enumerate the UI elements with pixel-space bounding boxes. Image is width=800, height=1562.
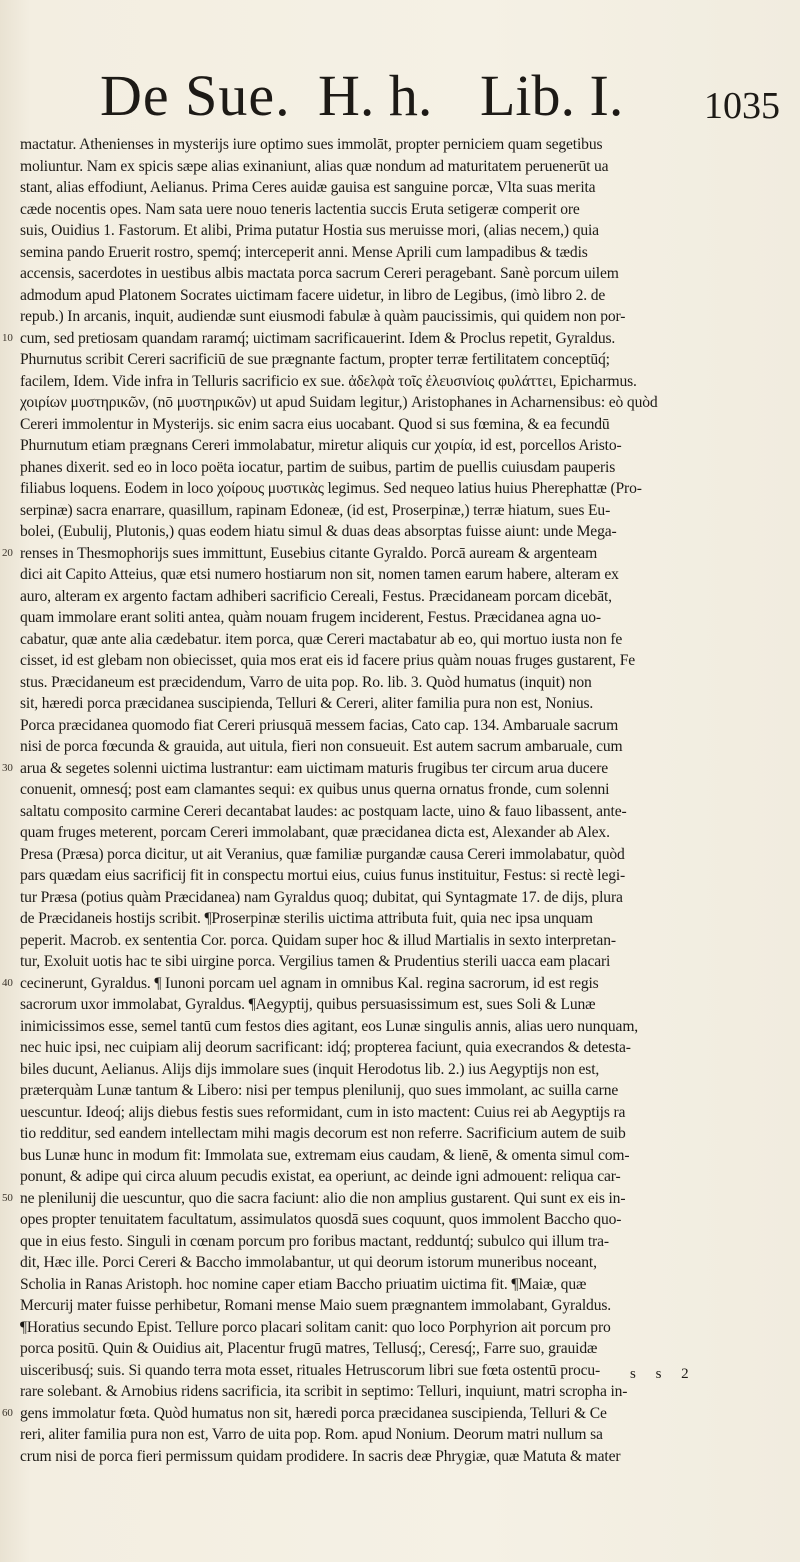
text-line [16,801,764,823]
text-line [2,1403,764,1425]
line-text: de Præcidaneis hostijs scribit. ¶Proserpinæ sterilis uictima attributa fuit, quia nec ipsa unquam [20,910,593,927]
line-text: serpinæ) sacra enarrare, quasillum, rapinam Edoneæ, (id est, Proserpinæ,) terræ hiatum, sues Eu- [20,501,611,519]
text-line [16,242,764,264]
line-text: cum, sed pretiosam quandam raramq́; uictimam sacrificauerint. Idem & Proclus repetit, Gyraldus. [20,329,616,347]
line-number: 50 [2,1191,13,1204]
line-text: Porca præcidanea quomodo fiat Cereri priusquā messem facias, Cato cap. 134. Ambaruale sacrum [20,716,619,734]
line-text: inimicissimos esse, semel tantū cum festos dies agitant, eos Lunæ singulis annis, alias uero nunquam, [20,1017,639,1035]
text-line [16,1317,764,1339]
text-line [16,586,764,608]
line-text: nisi de porca fœcunda & grauida, aut uitula, fieri non consueuit. Est autem sacrum ambaruale, cum [20,738,623,755]
text-line [16,1338,764,1360]
text-line [2,758,764,780]
line-number: 60 [2,1406,13,1419]
text-line [16,500,764,522]
text-line [16,435,764,457]
text-line [16,1424,764,1446]
line-number: 10 [2,331,13,344]
line-text: repub.) In arcanis, inquit, audiendæ sunt eiusmodi fabulæ à quàm paucissimis, qui quidem non por- [20,308,626,325]
text-line [16,1080,764,1102]
text-line [16,951,764,973]
line-text: sacrorum uxor immolabat, Gyraldus. ¶Aegyptij, quibus persuasissimum est, sues Soli & Lunæ [20,996,596,1013]
line-text: admodum apud Platonem Socrates uictimam facere uidetur, in libro de Legibus, (imò libro 2. de [20,286,606,304]
line-text: reri, aliter familia pura non est, Varro de uita pop. Rom. apud Nonium. Deorum matri nullum sa [20,1426,603,1443]
line-text: uescuntur. Ideoq́; alijs diebus festis sues reformidant, cum in isto mactent: Cuius rei ab Aegyptijs ra [20,1103,626,1121]
line-number: 20 [2,546,13,559]
text-line [16,263,764,285]
text-line [16,457,764,479]
line-text: moliuntur. Nam ex spicis sæpe alias exinaniunt, alias quæ nondum ad maturitatem peruenerūt ua [20,157,609,175]
line-text: porca positū. Quin & Ouidius ait, Placentur frugū matres, Tellusq́;, Ceresq́;, Farre suo, grauidæ [20,1340,598,1357]
text-line [16,134,764,156]
line-text: Phurnutum etiam prægnans Cereri immolabatur, miretur aliquis cur χοιρία, id est, porcellos Aristo- [20,437,622,454]
line-text: cæde nocentis opes. Nam sata uere nouo teneris lactentia succis Eruta setigeræ comperit ore [20,200,580,218]
text-line [16,1231,764,1253]
line-number: 30 [2,761,13,774]
line-text: gens immolatur fœta. Quòd humatus non sit, hæredi porca præcidanea suscipienda, Telluri & Ce [20,1404,607,1422]
text-line [16,349,764,371]
line-text: Mercurij mater fuisse perhibetur, Romani mense Maio suem prægnantem immolabant, Gyraldus. [20,1297,612,1314]
text-line [16,844,764,866]
text-line [16,1166,764,1188]
line-text: pars quædam eius sacrificij fit in conspectu mortui eius, cuius funus instituitur, Festus: si rectè legi- [20,867,626,884]
text-line [16,994,764,1016]
line-text: phanes dixerit. sed eo in loco poëta iocatur, partim de suibus, partim de puellis cuiusdam pauperis [20,458,616,476]
text-line [16,1274,764,1296]
text-line [16,1252,764,1274]
line-text: χοιρίων μυστηρικῶν, (nō μυστηρικῶν) ut apud Suidam legitur,) Aristophanes in Acharnensibus: eò quòd [20,394,658,411]
line-text: que in eius festo. Singuli in cœnam porcum pro foribus mactant, redduntq́; subulco qui illum tra- [20,1232,609,1250]
text-line [16,392,764,414]
running-title: De Sue. [100,63,291,128]
text-line [16,607,764,629]
text-line [16,715,764,737]
line-text: cecinerunt, Gyraldus. ¶ Iunoni porcam uel agnam in omnibus Kal. regina sacrorum, id est regis [20,974,599,992]
text-line [16,1037,764,1059]
line-text: bolei, (Eubulij, Plutonis,) quas eodem hiatu simul & duas deas absorptas fuisse aiunt: unde Mega- [20,523,617,540]
text-column [2,134,764,1465]
line-text: peperit. Macrob. ex sententia Cor. porca. Quidam super hoc & illud Martialis in sexto interpretan- [20,931,616,949]
text-line [16,199,764,221]
text-line [16,822,764,844]
line-text: crum nisi de porca fieri permissum quidam prodidere. In sacris deæ Phrygiæ, quæ Matuta & mater [20,1447,621,1465]
page-header [100,62,780,132]
line-text: præterquàm Lunæ tantum & Libero: nisi per tempus plenilunij, quo sues immolant, ac suilla carne [20,1082,619,1099]
text-line [16,1145,764,1167]
line-text: filiabus loquens. Eodem in loco χοίρους μυστικὰς legimus. Sed nequeo latius huius Pherephattæ (Pro- [20,480,642,497]
section-mark: H. h. [318,63,433,128]
text-line [16,736,764,758]
text-line [2,973,764,995]
text-line [16,220,764,242]
line-number: 40 [2,976,13,989]
line-text: semina pando Eruerit rostro, spemq́; interceperit anni. Mense Aprili cum lampadibus & tædis [20,243,588,261]
text-line [16,1446,764,1468]
text-line [16,693,764,715]
line-text: stus. Præcidaneum est præcidendum, Varro de uita pop. Ro. lib. 3. Quòd humatus (inquit) non [20,673,592,691]
line-text: tio redditur, sed eandem intellectam mihi magis decorum est non referre. Sacrificium autem de suib [20,1125,626,1142]
signature-mark: s s 2 [630,1366,697,1382]
text-line [16,930,764,952]
line-text: quam immolare erant soliti antea, quàm nouam frugem inciderent, Festus. Præcidanea agna uo- [20,609,601,626]
text-line [16,887,764,909]
line-text: opes propter tenuitatem facultatum, assimulatos quosdā sues coquunt, quos immolent Baccho quo- [20,1211,622,1228]
line-text: biles ducunt, Aelianus. Alijs dijs immolare sues (inquit Herodotus lib. 2.) ius Aegyptijs non est, [20,1060,600,1078]
text-line [16,478,764,500]
text-line [16,1016,764,1038]
line-text: auro, alteram ex argento factam adhiberi sacrificio Cereali, Festus. Præcidaneam porcam dicebāt, [20,587,612,605]
line-text: arua & segetes solenni uictima lustrantur: eam uictimam maturis frugibus ter circum arua ducere [20,759,609,777]
line-text: cabatur, quæ ante alia cædebatur. item porca, quæ Cereri mactabatur ab eo, qui mortuo iusta non fe [20,630,623,648]
line-text: dit, Hæc ille. Porci Cereri & Baccho immolabantur, ut qui deorum istorum muneribus noceant, [20,1254,597,1271]
text-line [16,1059,764,1081]
text-line [16,306,764,328]
text-line [2,1188,764,1210]
line-text: suis, Ouidius 1. Fastorum. Et alibi, Prima putatur Hostia sus meruisse mori, (alias necem,) quia [20,222,599,239]
line-text: Phurnutus scribit Cereri sacrificiū de sue prægnante factum, propter terræ fertilitatem conceptūq́; [20,351,610,368]
text-line [2,328,764,350]
line-text: accensis, sacerdotes in uestibus albis mactata porca sacrum Cereri peragebant. Sanè porcum uilem [20,265,619,282]
text-line [16,371,764,393]
line-text: ponunt, & adipe qui circa aluum pecudis existat, ea operiunt, ac deinde igni admouent: reliqua car- [20,1168,621,1185]
text-line [16,285,764,307]
folio-number: 1035 [704,85,780,127]
line-text: cisset, id est glebam non obiecisset, quia mos erat eis id facere prius quàm nouas fruges gustarent, Fe [20,652,636,669]
text-line [16,1381,764,1403]
line-text: tur, Exoluit uotis hac te sibi uirgine porca. Vergilius tamen & Prudentius sterili uacca eam placari [20,953,611,970]
text-line [16,629,764,651]
line-text: uisceribusq́; suis. Si quando terra mota esset, rituales Hetruscorum libri sue fœta ostentū procu- [20,1361,601,1379]
text-line [16,865,764,887]
text-line [16,1209,764,1231]
line-text: renses in Thesmophorijs sues immittunt, Eusebius citante Gyraldo. Porcā auream & argenteam [20,544,598,562]
text-line [16,779,764,801]
text-line [16,1295,764,1317]
text-line [16,521,764,543]
line-text: mactatur. Athenienses in mysterijs iure optimo sues immolāt, propter perniciem quam segetibus [20,136,603,153]
text-line [2,543,764,565]
line-text: facilem, Idem. Vide infra in Telluris sacrificio ex sue. ἀδελφὰ τοῖς ἐλευσινίοις φυλάττει, Epicharmus. [20,372,637,390]
text-line [16,908,764,930]
line-text: quam fruges meterent, porcam Cereri immolabant, quæ præcidanea dicta est, Alexander ab Alex. [20,824,610,841]
text-line [16,672,764,694]
line-text: ne plenilunij die uescuntur, quo die sacra faciunt: alio die non amplius gustarent. Qui sunt ex eis in- [20,1189,626,1207]
line-text: tur Præsa (potius quàm Præcidanea) nam Gyraldus quoq; dubitat, qui Syntagmate 17. de dijs, plura [20,888,623,906]
line-text: Cereri immolentur in Mysterijs. sic enim sacra eius uocabant. Quod si sus fœmina, & ea fecundū [20,415,610,433]
line-text: conuenit, omnesq́; post eam clamantes sequi: ex quibus unus querna ornatus fronde, cum solenni [20,781,610,798]
line-text: nec huic ipsi, nec cuipiam alij deorum sacrificant: idq́; propterea faciunt, quia execrandos & detesta- [20,1039,631,1056]
text-line [16,156,764,178]
line-text: bus Lunæ hunc in modum fit: Immolata sue, extremam eius caudam, & lienē, & omenta simul com- [20,1146,630,1164]
line-text: Presa (Præsa) porca dicitur, ut ait Veranius, quæ familiæ purgandæ causa Cereri immolabatur, quòd [20,845,625,863]
line-text: dici ait Capito Atteius, quæ etsi numero hostiarum non sit, nomen tamen earum habere, alteram ex [20,566,619,583]
text-line [16,1102,764,1124]
line-text: Scholia in Ranas Aristoph. hoc nomine caper etiam Baccho priuatim uictima fit. ¶Maiæ, quæ [20,1275,587,1293]
line-text: saltatu composito carmine Cereri decantabat laudes: ac postquam lacte, uino & fauo libassent, ante- [20,802,627,820]
line-text: ¶Horatius secundo Epist. Tellure porco placari solitam canit: quo loco Porphyrion ait porcum pro [20,1318,611,1336]
text-line [16,1123,764,1145]
text-line [16,177,764,199]
text-line [16,414,764,436]
line-text: stant, alias effodiunt, Aelianus. Prima Ceres auidæ gauisa est sanguine porcæ, Vlta suas merita [20,179,596,196]
text-line [16,650,764,672]
line-text: rare solebant. & Arnobius ridens sacrificia, ita scribit in septimo: Telluri, inquiunt, matri scropha in- [20,1383,628,1400]
text-line [16,564,764,586]
book-number: Lib. I. [480,63,624,128]
line-text: sit, hæredi porca præcidanea suscipienda, Telluri & Cereri, aliter familia pura non est, Nonius. [20,695,594,712]
